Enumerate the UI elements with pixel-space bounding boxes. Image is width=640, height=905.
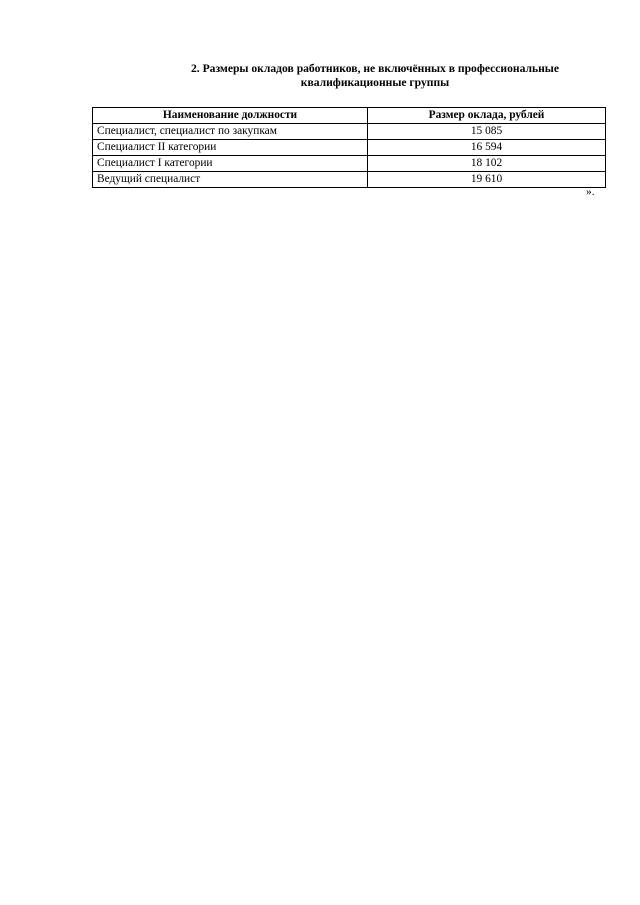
table-row	[93, 124, 606, 140]
table-row	[93, 140, 606, 156]
position-cell: Специалист, специалист по закупкам	[93, 124, 368, 140]
salary-cell: 16 594	[368, 140, 606, 156]
position-cell: Специалист I категории	[93, 156, 368, 172]
table-row	[93, 156, 606, 172]
section-heading-line-1: 2. Размеры окладов работников, не включённых в профессиональные	[190, 62, 560, 75]
position-cell: Ведущий специалист	[93, 172, 368, 188]
table-header-row	[93, 108, 606, 124]
salary-cell: 18 102	[368, 156, 606, 172]
salary-cell: 15 085	[368, 124, 606, 140]
section-heading	[90, 62, 640, 90]
section-heading-line-2: квалификационные группы	[300, 76, 450, 89]
table-row	[93, 172, 606, 188]
column-header-salary: Размер оклада, рублей	[368, 108, 606, 124]
salary-cell: 19 610	[368, 172, 606, 188]
column-header-position: Наименование должности	[93, 108, 368, 124]
position-cell: Специалист II категории	[93, 140, 368, 156]
salary-table	[92, 107, 606, 188]
closing-quote-mark: ».	[586, 186, 595, 198]
